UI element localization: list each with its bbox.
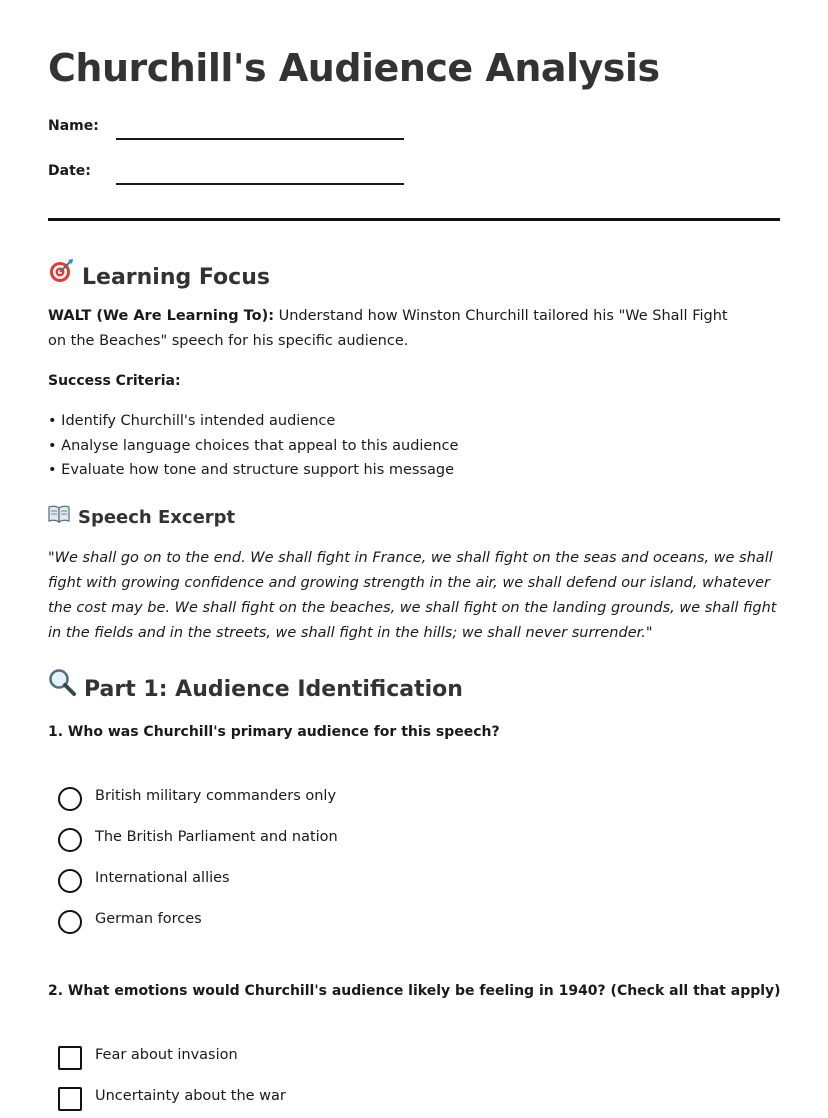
q1-option[interactable]: [58, 787, 458, 811]
date-field-row: [48, 163, 408, 187]
part1-title: Part 1: Audience Identification: [84, 677, 463, 702]
walt-statement: [48, 304, 748, 354]
header-divider: [48, 218, 780, 221]
criteria-item: • Identify Churchill's intended audience: [48, 413, 336, 429]
question-2: 2. What emotions would Churchill's audience likely be feeling in 1940? (Check all that apply): [48, 983, 781, 999]
target-icon: [48, 258, 74, 290]
learning-focus-heading: [48, 258, 270, 290]
page-title: Churchill's Audience Analysis: [48, 46, 660, 90]
walt-label: WALT (We Are Learning To):: [48, 308, 274, 324]
q1-option[interactable]: [58, 828, 458, 852]
name-field-row: [48, 118, 408, 142]
part1-heading: [48, 668, 463, 702]
option-label: German forces: [95, 911, 202, 927]
date-label: Date:: [48, 163, 91, 179]
radio-button[interactable]: [58, 910, 82, 934]
radio-button[interactable]: [58, 787, 82, 811]
learning-focus-title: Learning Focus: [82, 265, 270, 290]
success-criteria-list: [48, 409, 458, 483]
q1-option[interactable]: [58, 910, 458, 934]
speech-excerpt-title: Speech Excerpt: [78, 507, 236, 528]
criteria-item: • Evaluate how tone and structure support his message: [48, 462, 455, 478]
name-field[interactable]: [116, 138, 404, 140]
q2-option[interactable]: [58, 1087, 458, 1111]
option-label: The British Parliament and nation: [95, 829, 338, 845]
criteria-item: • Analyse language choices that appeal to this audience: [48, 437, 459, 454]
walt-text: Understand how Winston Churchill tailored his "We Shall Fight on the Beaches" speech for his specific audience.: [48, 308, 728, 349]
radio-button[interactable]: [58, 869, 82, 893]
option-label: British military commanders only: [95, 788, 337, 804]
speech-excerpt-heading: [48, 505, 235, 528]
radio-button[interactable]: [58, 828, 82, 852]
date-field[interactable]: [116, 183, 404, 185]
magnifier-icon: [48, 668, 76, 702]
open-book-icon: [48, 505, 70, 528]
q1-option[interactable]: [58, 869, 458, 893]
option-label: Uncertainty about the war: [95, 1088, 286, 1104]
speech-quote: "We shall go on to the end. We shall fight in France, we shall fight on the seas and oceans, we shall fight with growing confidence and growing strength in the air, we shall defend our island, whatever the cost may be. We shall fight on the beaches, we shall fight on the landing grounds, we shall fight in the fields and in the streets, we shall fight in the hills; we shall never surrender.": [48, 550, 777, 641]
q2-option[interactable]: [58, 1046, 458, 1070]
option-label: Fear about invasion: [95, 1047, 238, 1063]
checkbox[interactable]: [58, 1087, 82, 1111]
question-1: 1. Who was Churchill's primary audience for this speech?: [48, 724, 500, 740]
name-label: Name:: [48, 118, 99, 134]
checkbox[interactable]: [58, 1046, 82, 1070]
option-label: International allies: [95, 870, 230, 886]
success-criteria-title: Success Criteria:: [48, 373, 181, 389]
